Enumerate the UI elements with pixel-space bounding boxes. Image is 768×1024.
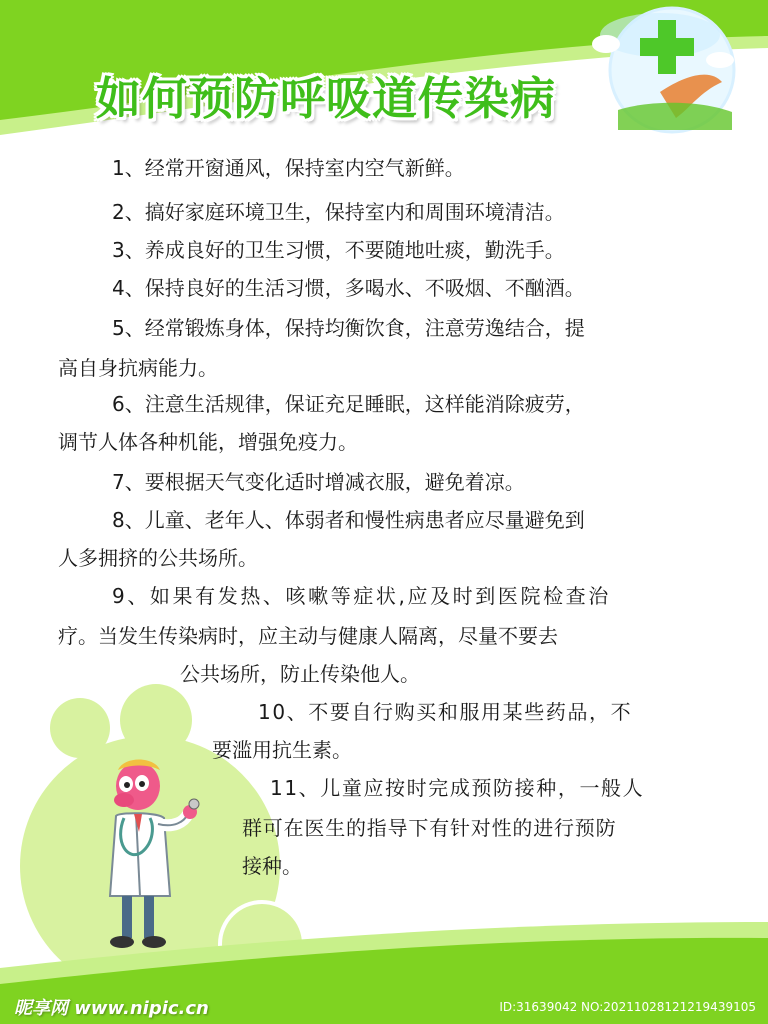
item-4: 4、保持良好的生活习惯，多喝水、不吸烟、不酗酒。 [112, 276, 585, 300]
item-7: 7、要根据天气变化适时增减衣服，避免着凉。 [112, 470, 525, 494]
item-9-line-2: 疗。当发生传染病时，应主动与健康人隔离，尽量不要去 [58, 624, 558, 648]
item-6-line-2: 调节人体各种机能，增强免疫力。 [58, 430, 358, 454]
item-9-line-3: 公共场所，防止传染他人。 [180, 662, 420, 686]
page-title: 如何预防呼吸道传染病 [96, 72, 557, 125]
watermark-logo: 昵享网 www.nipic.cn [14, 998, 209, 1019]
item-2: 2、搞好家庭环境卫生，保持室内和周围环境清洁。 [112, 200, 565, 224]
item-6-line-1: 6、注意生活规律，保证充足睡眠，这样能消除疲劳， [112, 392, 585, 416]
item-3: 3、养成良好的卫生习惯，不要随地吐痰，勤洗手。 [112, 238, 565, 262]
item-11-line-1: 11、儿童应按时完成预防接种，一般人 [270, 776, 645, 800]
item-5-line-2: 高自身抗病能力。 [58, 356, 218, 380]
item-9-line-1: 9、如果有发热、咳嗽等症状,应及时到医院检查治 [112, 584, 611, 608]
doctor-illustration [98, 756, 208, 956]
item-11-line-3: 接种。 [242, 854, 302, 878]
image-id-text: ID:31639042 NO:20211028121219439105 [499, 1000, 756, 1014]
item-10-line-1: 10、不要自行购买和服用某些药品，不 [258, 700, 633, 724]
item-5-line-1: 5、经常锻炼身体，保持均衡饮食，注意劳逸结合，提 [112, 316, 585, 340]
item-10-line-2: 要滥用抗生素。 [212, 738, 352, 762]
item-8-line-1: 8、儿童、老年人、体弱者和慢性病患者应尽量避免到 [112, 508, 585, 532]
item-11-line-2: 群可在医生的指导下有针对性的进行预防 [242, 816, 617, 840]
item-8-line-2: 人多拥挤的公共场所。 [58, 546, 258, 570]
item-1: 1、经常开窗通风，保持室内空气新鲜。 [112, 156, 465, 180]
